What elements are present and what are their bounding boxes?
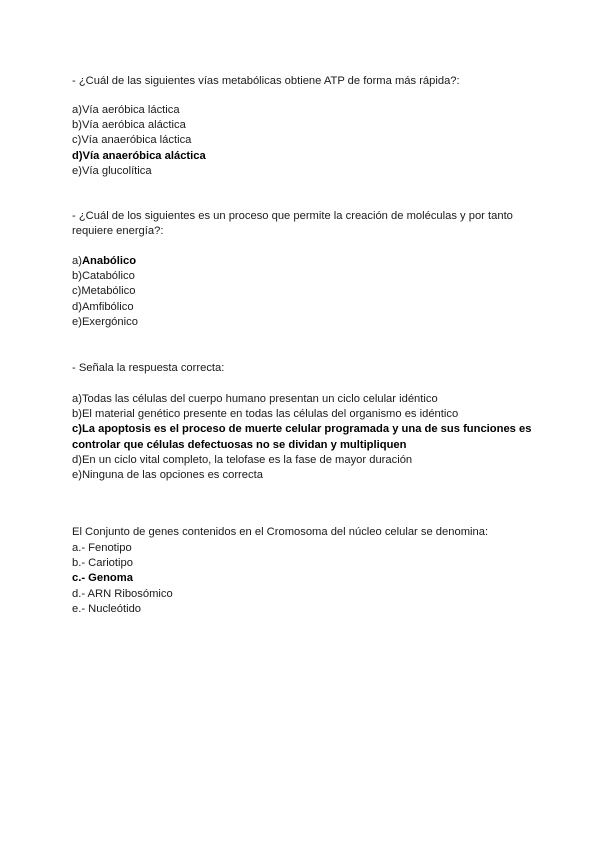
option-c: c)Vía anaeróbica láctica: [72, 134, 192, 147]
option-c-correct: c.- Genoma: [72, 572, 133, 585]
question-4-options: [72, 541, 532, 617]
option-e: e)Vía glucolítica: [72, 164, 152, 177]
option-b: b)El material genético presente en todas las células del organismo es idéntico: [72, 408, 459, 421]
option-e: e)Ninguna de las opciones es correcta: [72, 469, 263, 482]
option-a: a.- Fenotipo: [72, 542, 132, 554]
question-1-options: [72, 103, 532, 179]
option-d: d.- ARN Ribosómico: [72, 587, 173, 600]
option-c: c)Metabólico: [72, 285, 136, 298]
option-b: b.- Cariotipo: [72, 557, 133, 570]
question-3: [72, 361, 532, 483]
question-2-options: [72, 254, 532, 330]
option-d: d)Amfibólico: [72, 300, 134, 313]
option-b: b)Vía aeróbica aláctica: [72, 119, 186, 132]
option-e: e)Exergónico: [72, 315, 138, 328]
option-a-prefix: a): [72, 255, 82, 267]
option-a: a)Vía aeróbica láctica: [72, 104, 180, 116]
question-4: [72, 525, 532, 617]
question-3-options: [72, 392, 532, 483]
question-1: [72, 74, 532, 179]
option-a-answer: Anabólico: [81, 255, 137, 267]
question-3-prompt: - Señala la respuesta correcta:: [72, 362, 225, 374]
option-d-correct: d)Vía anaeróbica aláctica: [72, 149, 206, 162]
option-a: a)Todas las células del cuerpo humano presentan un ciclo celular idéntico: [72, 393, 438, 405]
question-1-prompt: - ¿Cuál de las siguientes vías metabólicas obtiene ATP de forma más rápida?:: [72, 75, 460, 87]
question-2: [72, 209, 532, 330]
option-d: d)En un ciclo vital completo, la telofase es la fase de mayor duración: [72, 453, 413, 466]
option-b: b)Catabólico: [72, 270, 135, 283]
question-4-prompt: El Conjunto de genes contenidos en el Cromosoma del núcleo celular se denomina:: [72, 526, 489, 538]
option-c-correct: c)La apoptosis es el proceso de muerte celular programada y una de sus funciones es controlar que células defectuosas no se dividan y multipliquen: [72, 423, 532, 451]
question-2-prompt: - ¿Cuál de los siguientes es un proceso que permite la creación de moléculas y por tanto requiere energía?:: [72, 210, 513, 237]
option-a-correct: [72, 254, 532, 269]
option-e: e.- Nucleótido: [72, 602, 142, 615]
